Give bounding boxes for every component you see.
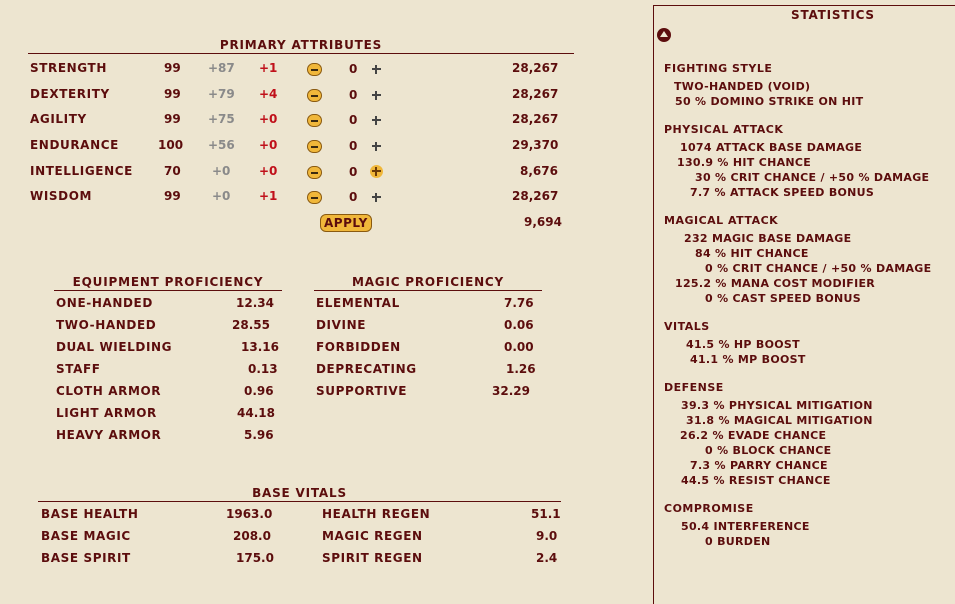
stat-line: 41.1 % MP BOOST [690, 353, 806, 366]
apply-total: 9,694 [524, 215, 562, 229]
decrease-dexterity-button[interactable] [307, 89, 322, 102]
attr-base: 100 [158, 138, 184, 152]
prof-value: 0.13 [248, 362, 278, 376]
increase-agility-button[interactable] [370, 114, 383, 127]
stat-line: 41.5 % HP BOOST [686, 338, 800, 351]
prof-value: 0.00 [504, 340, 534, 354]
prof-value: 5.96 [244, 428, 274, 442]
vital-value: 208.0 [233, 529, 271, 543]
vital-name: BASE MAGIC [41, 529, 131, 543]
vital-value: 2.4 [536, 551, 558, 565]
stat-line: 125.2 % MANA COST MODIFIER [675, 277, 876, 290]
attr-count: 0 [349, 139, 358, 153]
attr-base: 70 [164, 164, 181, 178]
stat-line: 7.3 % PARRY CHANCE [690, 459, 828, 472]
statistics-title: STATISTICS [791, 8, 875, 22]
attr-delta: +1 [259, 189, 278, 203]
prof-name: DIVINE [316, 318, 367, 332]
vital-name: MAGIC REGEN [322, 529, 423, 543]
vital-value: 1963.0 [226, 507, 273, 521]
prof-name: HEAVY ARMOR [56, 428, 162, 442]
prof-name: STAFF [56, 362, 101, 376]
attr-name: INTELLIGENCE [30, 164, 133, 178]
equipment-proficiency-title: EQUIPMENT PROFICIENCY [54, 275, 282, 291]
increase-dexterity-button[interactable] [370, 89, 383, 102]
attr-count: 0 [349, 88, 358, 102]
stat-line: 7.7 % ATTACK SPEED BONUS [690, 186, 875, 199]
stat-line: 0 % CAST SPEED BONUS [705, 292, 861, 305]
prof-value: 13.16 [241, 340, 279, 354]
stat-line: 130.9 % HIT CHANCE [677, 156, 812, 169]
stat-line: 0 % BLOCK CHANCE [705, 444, 832, 457]
stat-line: 0 % CRIT CHANCE / +50 % DAMAGE [705, 262, 932, 275]
increase-intelligence-button[interactable] [370, 165, 383, 178]
decrease-strength-button[interactable] [307, 63, 322, 76]
stat-line: 50 % DOMINO STRIKE ON HIT [675, 95, 864, 108]
primary-attributes-title: PRIMARY ATTRIBUTES [28, 38, 574, 54]
prof-name: TWO-HANDED [56, 318, 157, 332]
attr-bonus: +75 [208, 112, 235, 126]
compromise-title: COMPROMISE [664, 502, 754, 515]
base-vitals-title: BASE VITALS [38, 486, 561, 502]
vital-name: BASE SPIRIT [41, 551, 131, 565]
vital-value: 9.0 [536, 529, 558, 543]
prof-value: 0.96 [244, 384, 274, 398]
prof-value: 1.26 [506, 362, 536, 376]
prof-name: ELEMENTAL [316, 296, 400, 310]
increase-wisdom-button[interactable] [370, 191, 383, 204]
apply-button[interactable]: APPLY [320, 214, 372, 232]
attr-count: 0 [349, 62, 358, 76]
stat-line: 1074 ATTACK BASE DAMAGE [680, 141, 863, 154]
attr-delta: +0 [259, 138, 278, 152]
attr-bonus: +0 [212, 189, 231, 203]
stat-line: 31.8 % MAGICAL MITIGATION [686, 414, 873, 427]
attr-count: 0 [349, 113, 358, 127]
attr-base: 99 [164, 87, 181, 101]
attr-name: STRENGTH [30, 61, 107, 75]
prof-name: FORBIDDEN [316, 340, 401, 354]
prof-value: 12.34 [236, 296, 274, 310]
vital-name: BASE HEALTH [41, 507, 139, 521]
attr-delta: +1 [259, 61, 278, 75]
attr-count: 0 [349, 190, 358, 204]
attr-bonus: +0 [212, 164, 231, 178]
attr-delta: +0 [259, 112, 278, 126]
increase-strength-button[interactable] [370, 63, 383, 76]
decrease-wisdom-button[interactable] [307, 191, 322, 204]
attr-base: 99 [164, 112, 181, 126]
attr-base: 99 [164, 61, 181, 75]
attr-exp: 29,370 [512, 138, 559, 152]
prof-name: ONE-HANDED [56, 296, 153, 310]
collapse-icon[interactable] [657, 28, 671, 42]
stat-line: 84 % HIT CHANCE [695, 247, 809, 260]
prof-name: CLOTH ARMOR [56, 384, 162, 398]
attr-base: 99 [164, 189, 181, 203]
stat-line: 232 MAGIC BASE DAMAGE [684, 232, 852, 245]
magical-attack-title: MAGICAL ATTACK [664, 214, 779, 227]
vital-name: HEALTH REGEN [322, 507, 431, 521]
attr-exp: 28,267 [512, 87, 559, 101]
physical-attack-title: PHYSICAL ATTACK [664, 123, 784, 136]
prof-value: 7.76 [504, 296, 534, 310]
vital-value: 51.1 [531, 507, 561, 521]
stat-line: 30 % CRIT CHANCE / +50 % DAMAGE [695, 171, 930, 184]
attr-name: WISDOM [30, 189, 93, 203]
prof-name: DEPRECATING [316, 362, 417, 376]
magic-proficiency-title: MAGIC PROFICIENCY [314, 275, 542, 291]
prof-name: SUPPORTIVE [316, 384, 408, 398]
vital-value: 175.0 [236, 551, 274, 565]
defense-title: DEFENSE [664, 381, 724, 394]
stat-line: 50.4 INTERFERENCE [681, 520, 810, 533]
prof-value: 0.06 [504, 318, 534, 332]
attr-name: DEXTERITY [30, 87, 110, 101]
stat-line: 39.3 % PHYSICAL MITIGATION [681, 399, 873, 412]
stat-line: 44.5 % RESIST CHANCE [681, 474, 831, 487]
increase-endurance-button[interactable] [370, 140, 383, 153]
attr-bonus: +79 [208, 87, 235, 101]
fighting-style-title: FIGHTING STYLE [664, 62, 773, 75]
vital-name: SPIRIT REGEN [322, 551, 423, 565]
vitals-title: VITALS [664, 320, 710, 333]
decrease-endurance-button[interactable] [307, 140, 322, 153]
stat-line: 0 BURDEN [705, 535, 771, 548]
attr-name: AGILITY [30, 112, 87, 126]
prof-value: 44.18 [237, 406, 275, 420]
attr-delta: +0 [259, 164, 278, 178]
attr-bonus: +87 [208, 61, 235, 75]
stat-line: 26.2 % EVADE CHANCE [680, 429, 827, 442]
stat-line: TWO-HANDED (VOID) [674, 80, 811, 93]
prof-name: LIGHT ARMOR [56, 406, 157, 420]
attr-delta: +4 [259, 87, 278, 101]
prof-value: 28.55 [232, 318, 270, 332]
attr-exp: 28,267 [512, 189, 559, 203]
attr-bonus: +56 [208, 138, 235, 152]
attr-count: 0 [349, 165, 358, 179]
attr-exp: 28,267 [512, 112, 559, 126]
prof-name: DUAL WIELDING [56, 340, 173, 354]
attr-name: ENDURANCE [30, 138, 119, 152]
prof-value: 32.29 [492, 384, 530, 398]
decrease-intelligence-button[interactable] [307, 166, 322, 179]
attr-exp: 28,267 [512, 61, 559, 75]
attr-exp: 8,676 [520, 164, 558, 178]
decrease-agility-button[interactable] [307, 114, 322, 127]
